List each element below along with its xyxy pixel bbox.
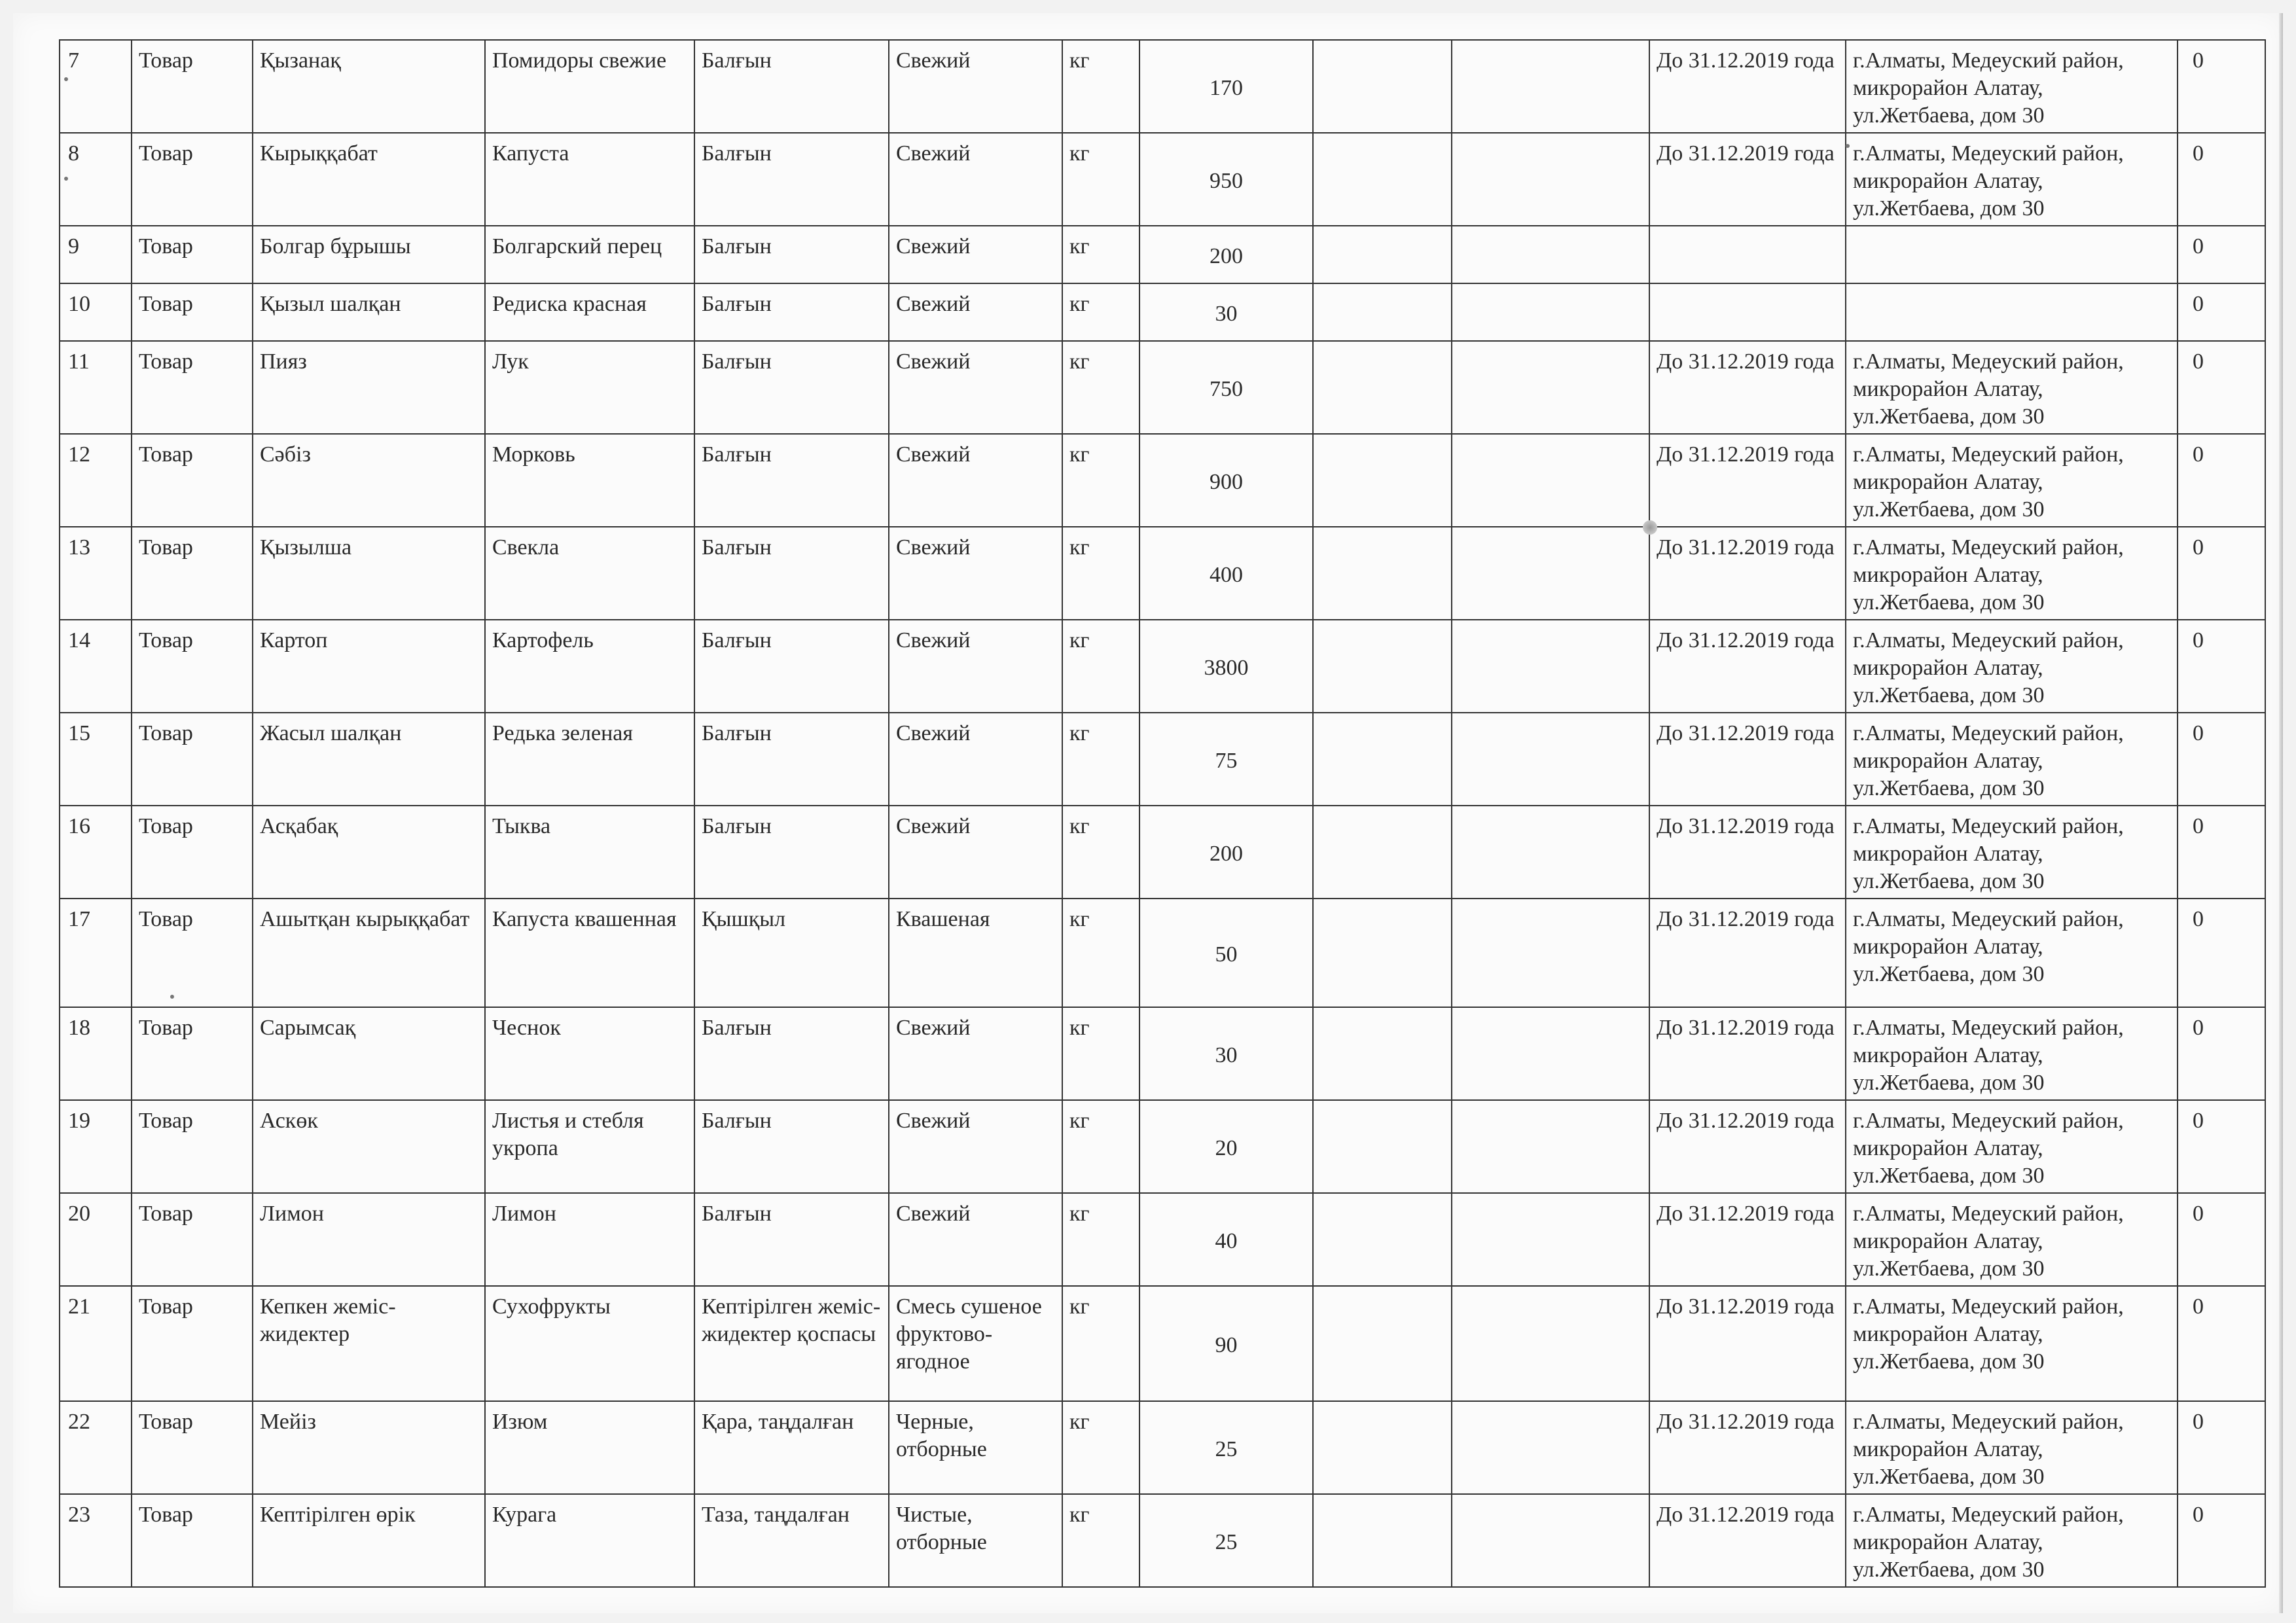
cell-type: Товар xyxy=(132,40,253,133)
cell-empty xyxy=(1313,527,1452,620)
cell-delivery-term: До 31.12.2019 года xyxy=(1649,40,1846,133)
cell-delivery-place xyxy=(1846,226,2178,283)
cell-last-column: 0 xyxy=(2178,527,2265,620)
cell-empty xyxy=(1313,1007,1452,1100)
cell-quantity: 30 xyxy=(1139,283,1313,341)
cell-delivery-place: г.Алматы, Медеуский район, микрорайон Алатау, ул.Жетбаева, дом 30 xyxy=(1846,434,2178,527)
cell-type: Товар xyxy=(132,1286,253,1401)
cell-name-kz: Мейіз xyxy=(253,1401,485,1494)
scan-mark xyxy=(64,177,68,181)
table-row xyxy=(60,899,2265,1007)
cell-last-column: 0 xyxy=(2178,1007,2265,1100)
cell-last-column: 0 xyxy=(2178,1401,2265,1494)
cell-name-kz: Картоп xyxy=(253,620,485,713)
cell-name-ru: Листья и стебля укропа xyxy=(485,1100,694,1193)
cell-characteristic-ru: Черные, отборные xyxy=(889,1401,1062,1494)
table-row xyxy=(60,1007,2265,1100)
cell-type: Товар xyxy=(132,341,253,434)
cell-name-kz: Пияз xyxy=(253,341,485,434)
cell-name-kz: Лимон xyxy=(253,1193,485,1286)
cell-empty xyxy=(1452,1007,1649,1100)
cell-delivery-term: До 31.12.2019 года xyxy=(1649,899,1846,1007)
cell-name-ru: Редька зеленая xyxy=(485,713,694,806)
cell-empty xyxy=(1452,40,1649,133)
cell-name-ru: Свекла xyxy=(485,527,694,620)
cell-delivery-place: г.Алматы, Медеуский район, микрорайон Алатау, ул.Жетбаева, дом 30 xyxy=(1846,527,2178,620)
cell-empty xyxy=(1313,434,1452,527)
cell-characteristic-kz: Таза, таңдалған xyxy=(694,1494,889,1587)
cell-unit: кг xyxy=(1062,1286,1139,1401)
cell-unit: кг xyxy=(1062,434,1139,527)
cell-last-column: 0 xyxy=(2178,1494,2265,1587)
cell-characteristic-kz: Балғын xyxy=(694,1007,889,1100)
table-row xyxy=(60,1494,2265,1587)
cell-empty xyxy=(1452,806,1649,899)
cell-unit: кг xyxy=(1062,527,1139,620)
cell-last-column: 0 xyxy=(2178,1193,2265,1286)
cell-characteristic-ru: Свежий xyxy=(889,434,1062,527)
cell-name-kz: Асқабақ xyxy=(253,806,485,899)
cell-empty xyxy=(1452,133,1649,226)
cell-delivery-term: До 31.12.2019 года xyxy=(1649,133,1846,226)
cell-quantity: 30 xyxy=(1139,1007,1313,1100)
cell-characteristic-ru: Свежий xyxy=(889,1007,1062,1100)
cell-characteristic-kz: Балғын xyxy=(694,527,889,620)
cell-name-ru: Тыква xyxy=(485,806,694,899)
cell-type: Товар xyxy=(132,1401,253,1494)
cell-last-column: 0 xyxy=(2178,1286,2265,1401)
cell-last-column: 0 xyxy=(2178,899,2265,1007)
cell-empty xyxy=(1452,226,1649,283)
cell-empty xyxy=(1313,1401,1452,1494)
cell-characteristic-ru: Свежий xyxy=(889,527,1062,620)
cell-unit: кг xyxy=(1062,713,1139,806)
cell-delivery-place: г.Алматы, Медеуский район, микрорайон Алатау, ул.Жетбаева, дом 30 xyxy=(1846,1401,2178,1494)
cell-empty xyxy=(1452,1286,1649,1401)
cell-delivery-place: г.Алматы, Медеуский район, микрорайон Алатау, ул.Жетбаева, дом 30 xyxy=(1846,1494,2178,1587)
table-row xyxy=(60,133,2265,226)
cell-empty xyxy=(1452,283,1649,341)
cell-number: 20 xyxy=(60,1193,132,1286)
cell-empty xyxy=(1313,1193,1452,1286)
cell-type: Товар xyxy=(132,133,253,226)
cell-empty xyxy=(1313,226,1452,283)
cell-unit: кг xyxy=(1062,283,1139,341)
cell-delivery-place xyxy=(1846,283,2178,341)
cell-characteristic-ru: Свежий xyxy=(889,283,1062,341)
cell-name-ru: Изюм xyxy=(485,1401,694,1494)
cell-unit: кг xyxy=(1062,899,1139,1007)
cell-delivery-term: До 31.12.2019 года xyxy=(1649,806,1846,899)
cell-empty xyxy=(1452,899,1649,1007)
cell-number: 9 xyxy=(60,226,132,283)
cell-name-kz: Жасыл шалқан xyxy=(253,713,485,806)
cell-delivery-term: До 31.12.2019 года xyxy=(1649,527,1846,620)
cell-characteristic-kz: Балғын xyxy=(694,806,889,899)
table-row xyxy=(60,1100,2265,1193)
cell-delivery-term: До 31.12.2019 года xyxy=(1649,1286,1846,1401)
cell-type: Товар xyxy=(132,283,253,341)
cell-type: Товар xyxy=(132,1007,253,1100)
cell-unit: кг xyxy=(1062,1494,1139,1587)
cell-type: Товар xyxy=(132,899,253,1007)
cell-delivery-place: г.Алматы, Медеуский район, микрорайон Алатау, ул.Жетбаева, дом 30 xyxy=(1846,1286,2178,1401)
cell-characteristic-kz: Қара, таңдалған xyxy=(694,1401,889,1494)
cell-characteristic-ru: Чистые, отборные xyxy=(889,1494,1062,1587)
cell-characteristic-ru: Свежий xyxy=(889,341,1062,434)
cell-delivery-term: До 31.12.2019 года xyxy=(1649,620,1846,713)
cell-last-column: 0 xyxy=(2178,1100,2265,1193)
cell-quantity: 170 xyxy=(1139,40,1313,133)
cell-delivery-place: г.Алматы, Медеуский район, микрорайон Алатау, ул.Жетбаева, дом 30 xyxy=(1846,620,2178,713)
cell-characteristic-kz: Қышқыл xyxy=(694,899,889,1007)
cell-name-ru: Редиска красная xyxy=(485,283,694,341)
cell-number: 8 xyxy=(60,133,132,226)
table-row xyxy=(60,1286,2265,1401)
cell-characteristic-kz: Балғын xyxy=(694,713,889,806)
cell-empty xyxy=(1313,713,1452,806)
cell-delivery-term: До 31.12.2019 года xyxy=(1649,1494,1846,1587)
cell-quantity: 25 xyxy=(1139,1494,1313,1587)
table-row xyxy=(60,434,2265,527)
cell-characteristic-ru: Свежий xyxy=(889,226,1062,283)
cell-empty xyxy=(1313,899,1452,1007)
cell-number: 16 xyxy=(60,806,132,899)
cell-type: Товар xyxy=(132,620,253,713)
table-row xyxy=(60,1401,2265,1494)
cell-empty xyxy=(1452,1100,1649,1193)
cell-empty xyxy=(1452,434,1649,527)
cell-name-kz: Сарымсақ xyxy=(253,1007,485,1100)
cell-delivery-term: До 31.12.2019 года xyxy=(1649,713,1846,806)
table-row xyxy=(60,341,2265,434)
cell-unit: кг xyxy=(1062,620,1139,713)
cell-quantity: 50 xyxy=(1139,899,1313,1007)
cell-number: 12 xyxy=(60,434,132,527)
cell-delivery-place: г.Алматы, Медеуский район, микрорайон Алатау, ул.Жетбаева, дом 30 xyxy=(1846,806,2178,899)
cell-name-ru: Курага xyxy=(485,1494,694,1587)
cell-delivery-term: До 31.12.2019 года xyxy=(1649,1401,1846,1494)
cell-last-column: 0 xyxy=(2178,226,2265,283)
cell-quantity: 75 xyxy=(1139,713,1313,806)
cell-delivery-term: До 31.12.2019 года xyxy=(1649,1007,1846,1100)
cell-delivery-place: г.Алматы, Медеуский район, микрорайон Алатау, ул.Жетбаева, дом 30 xyxy=(1846,133,2178,226)
cell-quantity: 200 xyxy=(1139,226,1313,283)
cell-name-kz: Кырыққабат xyxy=(253,133,485,226)
cell-empty xyxy=(1452,713,1649,806)
cell-name-kz: Кептірілген өрік xyxy=(253,1494,485,1587)
cell-characteristic-ru: Квашеная xyxy=(889,899,1062,1007)
cell-characteristic-kz: Балғын xyxy=(694,226,889,283)
cell-delivery-term xyxy=(1649,226,1846,283)
cell-empty xyxy=(1313,133,1452,226)
cell-empty xyxy=(1313,1494,1452,1587)
cell-delivery-term: До 31.12.2019 года xyxy=(1649,341,1846,434)
cell-number: 7 xyxy=(60,40,132,133)
cell-name-ru: Чеснок xyxy=(485,1007,694,1100)
cell-empty xyxy=(1452,527,1649,620)
cell-characteristic-kz: Балғын xyxy=(694,283,889,341)
cell-number: 15 xyxy=(60,713,132,806)
cell-characteristic-kz: Балғын xyxy=(694,133,889,226)
cell-unit: кг xyxy=(1062,226,1139,283)
cell-unit: кг xyxy=(1062,1193,1139,1286)
cell-quantity: 3800 xyxy=(1139,620,1313,713)
cell-number: 11 xyxy=(60,341,132,434)
cell-name-ru: Сухофрукты xyxy=(485,1286,694,1401)
cell-empty xyxy=(1313,620,1452,713)
cell-empty xyxy=(1452,620,1649,713)
cell-delivery-place: г.Алматы, Медеуский район, микрорайон Алатау, ул.Жетбаева, дом 30 xyxy=(1846,341,2178,434)
cell-delivery-place: г.Алматы, Медеуский район, микрорайон Алатау, ул.Жетбаева, дом 30 xyxy=(1846,1100,2178,1193)
cell-unit: кг xyxy=(1062,341,1139,434)
cell-unit: кг xyxy=(1062,1007,1139,1100)
cell-type: Товар xyxy=(132,713,253,806)
cell-quantity: 25 xyxy=(1139,1401,1313,1494)
scan-edge xyxy=(2279,13,2283,1613)
cell-characteristic-ru: Смесь сушеное фруктово-ягодное xyxy=(889,1286,1062,1401)
cell-name-kz: Аскөк xyxy=(253,1100,485,1193)
cell-type: Товар xyxy=(132,1193,253,1286)
cell-type: Товар xyxy=(132,434,253,527)
cell-empty xyxy=(1313,1286,1452,1401)
cell-delivery-term xyxy=(1649,283,1846,341)
goods-table xyxy=(59,39,2266,1588)
cell-unit: кг xyxy=(1062,1100,1139,1193)
cell-characteristic-kz: Балғын xyxy=(694,1193,889,1286)
cell-name-kz: Кепкен жеміс-жидектер xyxy=(253,1286,485,1401)
cell-characteristic-ru: Свежий xyxy=(889,713,1062,806)
cell-type: Товар xyxy=(132,226,253,283)
cell-empty xyxy=(1452,1494,1649,1587)
cell-quantity: 750 xyxy=(1139,341,1313,434)
cell-name-ru: Лук xyxy=(485,341,694,434)
scan-speck xyxy=(1643,520,1657,535)
cell-characteristic-ru: Свежий xyxy=(889,40,1062,133)
scanned-page xyxy=(13,13,2283,1613)
cell-name-ru: Помидоры свежие xyxy=(485,40,694,133)
cell-name-kz: Болгар бұрышы xyxy=(253,226,485,283)
cell-type: Товар xyxy=(132,1494,253,1587)
table-row xyxy=(60,527,2265,620)
cell-name-ru: Капуста квашенная xyxy=(485,899,694,1007)
cell-empty xyxy=(1313,1100,1452,1193)
cell-characteristic-ru: Свежий xyxy=(889,133,1062,226)
cell-quantity: 90 xyxy=(1139,1286,1313,1401)
cell-number: 14 xyxy=(60,620,132,713)
cell-empty xyxy=(1313,341,1452,434)
cell-name-kz: Сәбіз xyxy=(253,434,485,527)
cell-characteristic-kz: Кептірілген жеміс-жидектер қоспасы xyxy=(694,1286,889,1401)
cell-last-column: 0 xyxy=(2178,713,2265,806)
cell-name-kz: Қызылша xyxy=(253,527,485,620)
cell-empty xyxy=(1452,1401,1649,1494)
cell-unit: кг xyxy=(1062,1401,1139,1494)
cell-unit: кг xyxy=(1062,133,1139,226)
cell-type: Товар xyxy=(132,806,253,899)
cell-last-column: 0 xyxy=(2178,620,2265,713)
cell-empty xyxy=(1313,806,1452,899)
cell-name-ru: Лимон xyxy=(485,1193,694,1286)
cell-characteristic-ru: Свежий xyxy=(889,1100,1062,1193)
cell-quantity: 950 xyxy=(1139,133,1313,226)
cell-name-ru: Картофель xyxy=(485,620,694,713)
cell-name-ru: Морковь xyxy=(485,434,694,527)
cell-name-kz: Ашытқан кырыққабат xyxy=(253,899,485,1007)
cell-last-column: 0 xyxy=(2178,40,2265,133)
cell-number: 13 xyxy=(60,527,132,620)
cell-last-column: 0 xyxy=(2178,341,2265,434)
cell-name-kz: Қызанақ xyxy=(253,40,485,133)
table-body xyxy=(60,40,2265,1587)
cell-characteristic-ru: Свежий xyxy=(889,806,1062,899)
cell-empty xyxy=(1313,40,1452,133)
cell-quantity: 400 xyxy=(1139,527,1313,620)
cell-quantity: 200 xyxy=(1139,806,1313,899)
cell-delivery-place: г.Алматы, Медеуский район, микрорайон Алатау, ул.Жетбаева, дом 30 xyxy=(1846,40,2178,133)
cell-last-column: 0 xyxy=(2178,434,2265,527)
cell-name-kz: Қызыл шалқан xyxy=(253,283,485,341)
table-row xyxy=(60,620,2265,713)
cell-unit: кг xyxy=(1062,40,1139,133)
table-row xyxy=(60,806,2265,899)
cell-delivery-place: г.Алматы, Медеуский район, микрорайон Алатау, ул.Жетбаева, дом 30 xyxy=(1846,1007,2178,1100)
cell-characteristic-ru: Свежий xyxy=(889,620,1062,713)
cell-characteristic-kz: Балғын xyxy=(694,40,889,133)
table-row xyxy=(60,283,2265,341)
scan-mark xyxy=(170,995,174,999)
cell-empty xyxy=(1313,283,1452,341)
cell-characteristic-kz: Балғын xyxy=(694,1100,889,1193)
cell-unit: кг xyxy=(1062,806,1139,899)
cell-characteristic-kz: Балғын xyxy=(694,434,889,527)
cell-name-ru: Болгарский перец xyxy=(485,226,694,283)
scan-mark xyxy=(64,77,68,81)
cell-delivery-term: До 31.12.2019 года xyxy=(1649,1100,1846,1193)
cell-characteristic-kz: Балғын xyxy=(694,620,889,713)
cell-last-column: 0 xyxy=(2178,133,2265,226)
table-row xyxy=(60,713,2265,806)
table-row xyxy=(60,226,2265,283)
cell-last-column: 0 xyxy=(2178,806,2265,899)
cell-delivery-term: До 31.12.2019 года xyxy=(1649,434,1846,527)
cell-delivery-place: г.Алматы, Медеуский район, микрорайон Алатау, ул.Жетбаева, дом 30 xyxy=(1846,899,2178,1007)
cell-number: 18 xyxy=(60,1007,132,1100)
cell-empty xyxy=(1452,1193,1649,1286)
cell-quantity: 20 xyxy=(1139,1100,1313,1193)
cell-type: Товар xyxy=(132,1100,253,1193)
cell-characteristic-ru: Свежий xyxy=(889,1193,1062,1286)
cell-quantity: 40 xyxy=(1139,1193,1313,1286)
cell-number: 10 xyxy=(60,283,132,341)
cell-number: 19 xyxy=(60,1100,132,1193)
cell-number: 17 xyxy=(60,899,132,1007)
cell-empty xyxy=(1452,341,1649,434)
cell-number: 21 xyxy=(60,1286,132,1401)
cell-quantity: 900 xyxy=(1139,434,1313,527)
cell-last-column: 0 xyxy=(2178,283,2265,341)
cell-characteristic-kz: Балғын xyxy=(694,341,889,434)
cell-delivery-place: г.Алматы, Медеуский район, микрорайон Алатау, ул.Жетбаева, дом 30 xyxy=(1846,1193,2178,1286)
table-row xyxy=(60,40,2265,133)
cell-number: 22 xyxy=(60,1401,132,1494)
cell-delivery-place: г.Алматы, Медеуский район, микрорайон Алатау, ул.Жетбаева, дом 30 xyxy=(1846,713,2178,806)
cell-name-ru: Капуста xyxy=(485,133,694,226)
cell-number: 23 xyxy=(60,1494,132,1587)
table-row xyxy=(60,1193,2265,1286)
cell-delivery-term: До 31.12.2019 года xyxy=(1649,1193,1846,1286)
scan-mark xyxy=(1846,144,1850,148)
cell-type: Товар xyxy=(132,527,253,620)
